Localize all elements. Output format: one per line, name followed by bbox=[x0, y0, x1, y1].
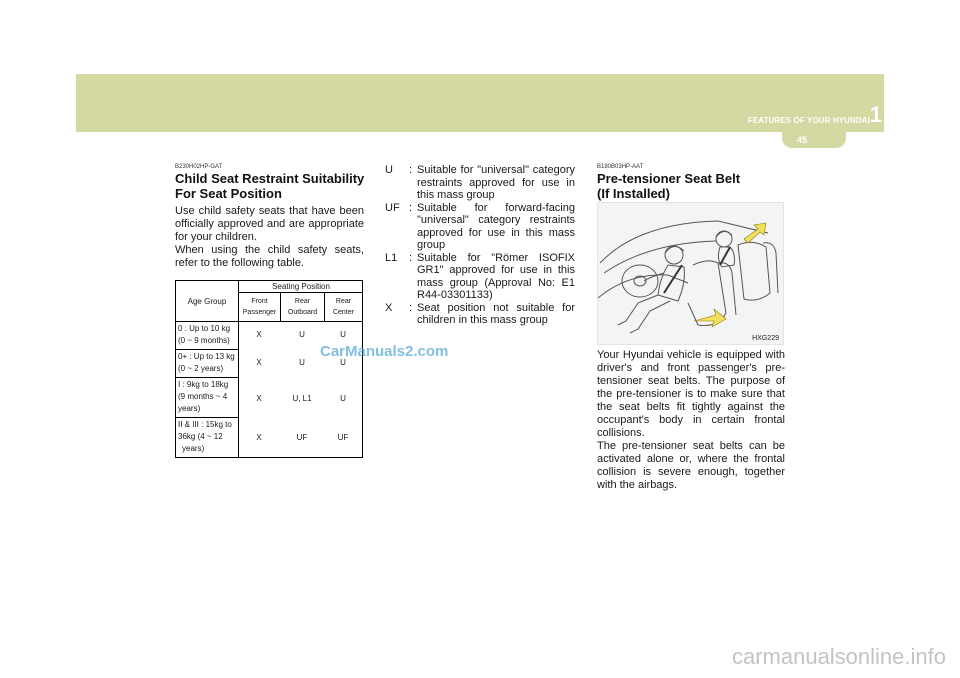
legend-key: U bbox=[385, 164, 393, 176]
column-header bbox=[238, 293, 280, 321]
legend-key: X bbox=[385, 301, 393, 314]
pretensioner-illustration bbox=[597, 202, 784, 345]
center-cell: U bbox=[340, 394, 346, 403]
center-cell: U bbox=[340, 358, 346, 367]
age-line: (9 months ~ 4 bbox=[178, 392, 228, 401]
suitability-table bbox=[175, 280, 363, 458]
age-line: (0 ~ 9 months) bbox=[178, 336, 230, 345]
age-cell bbox=[178, 323, 238, 347]
heading-line: Pre-tensioner Seat Belt bbox=[597, 171, 741, 186]
paragraph: Use child safety seats that have been officially approved and are appropriate for your children. bbox=[175, 205, 364, 243]
section-title: FEATURES OF YOUR HYUNDAI bbox=[747, 116, 870, 125]
age-line: I : 9kg to 18kg bbox=[178, 380, 229, 389]
legend-item bbox=[385, 302, 575, 327]
front-cell: X bbox=[256, 394, 262, 403]
front-cell: X bbox=[256, 330, 262, 339]
legend-item bbox=[385, 202, 575, 252]
age-group-header: Age Group bbox=[187, 296, 227, 306]
site-watermark: CarManuals2.com bbox=[320, 343, 449, 360]
paragraph: Your Hyundai vehicle is equipped with driver's and front passenger's pre-tensioner seat belts. The purpose of the pre-tensioner is to make sure that the seat belts fit tightly against the occupant's body in certain frontal collisions. bbox=[597, 349, 785, 439]
outboard-cell: UF bbox=[296, 433, 308, 442]
heading-line: (If Installed) bbox=[597, 186, 670, 201]
heading-line: For Seat Position bbox=[175, 186, 282, 201]
front-cell: X bbox=[256, 358, 262, 367]
front-cell: X bbox=[256, 433, 262, 442]
outboard-cell: U bbox=[299, 358, 305, 367]
section-heading bbox=[597, 171, 787, 201]
outboard-cell: U bbox=[299, 330, 305, 339]
row-divider bbox=[176, 349, 238, 350]
age-line: 0+ : Up to 13 kg bbox=[178, 352, 235, 361]
column-header-line: Outboard bbox=[287, 309, 318, 316]
age-line: 0 : Up to 10 kg bbox=[178, 324, 231, 333]
section-code: B230H02HP-GAT bbox=[175, 164, 223, 170]
legend-colon: : bbox=[409, 201, 413, 214]
column-header bbox=[280, 293, 324, 321]
column-header-line: Front bbox=[251, 298, 268, 305]
legend-text: Suitable for "universal" category restraints approved for use in this mass group bbox=[417, 164, 575, 201]
pretensioner-text bbox=[597, 349, 785, 492]
seating-position-header: Seating Position bbox=[238, 281, 363, 293]
legend-key: L1 bbox=[385, 251, 398, 264]
section-heading bbox=[175, 171, 367, 201]
center-cell: UF bbox=[337, 433, 349, 442]
section-number: 1 bbox=[869, 102, 882, 127]
age-cell bbox=[178, 379, 238, 415]
legend-text: Suitable for "Römer ISOFIX GR1" approved for use in this mass group (Approval No: E1 R44-03301133) bbox=[417, 251, 575, 301]
age-line: II & III : 15kg to bbox=[178, 420, 232, 429]
row-divider bbox=[176, 321, 362, 322]
paragraph: The pre-tensioner seat belts can be activated alone or, where the frontal collision is severe enough, together with the airbags. bbox=[597, 440, 785, 491]
legend-text: Seat position not suitable for children in this mass group bbox=[417, 301, 575, 326]
age-line: years) bbox=[178, 404, 201, 413]
legend-colon: : bbox=[409, 301, 413, 314]
column-header-line: Center bbox=[332, 309, 354, 316]
legend-colon: : bbox=[409, 164, 413, 176]
car-interior-drawing bbox=[598, 203, 783, 344]
column-header-line: Rear bbox=[335, 298, 352, 305]
column-header-line: Rear bbox=[294, 298, 311, 305]
center-cell: U bbox=[340, 330, 346, 339]
age-line: years) bbox=[182, 444, 205, 453]
row-divider bbox=[176, 417, 238, 418]
page-number: 45 bbox=[796, 135, 807, 145]
legend-item bbox=[385, 252, 575, 302]
age-line: 36kg (4 ~ 12 bbox=[178, 432, 223, 441]
intro-text bbox=[175, 205, 364, 270]
heading-line: Child Seat Restraint Suitability bbox=[175, 171, 365, 186]
outboard-cell: U, L1 bbox=[292, 394, 312, 403]
legend-text: Suitable for forward-facing "universal" category restraints approved for use in this mass group bbox=[417, 201, 575, 251]
paragraph: When using the child safety seats, refer to the following table. bbox=[175, 244, 364, 269]
age-cell bbox=[178, 351, 238, 375]
row-divider bbox=[176, 377, 238, 378]
age-line: (0 ~ 2 years) bbox=[178, 364, 224, 373]
age-cell bbox=[178, 419, 238, 455]
legend-item bbox=[385, 164, 575, 202]
legend-colon: : bbox=[409, 251, 413, 264]
legend-key: UF bbox=[385, 201, 400, 214]
column-header bbox=[324, 293, 362, 321]
column-header-line: Passenger bbox=[242, 309, 277, 316]
footer-watermark: carmanualsonline.info bbox=[731, 644, 946, 669]
code-legend bbox=[385, 164, 575, 327]
section-code: B180B03HP-AAT bbox=[597, 164, 644, 170]
figure-label: HXG229 bbox=[752, 335, 779, 342]
